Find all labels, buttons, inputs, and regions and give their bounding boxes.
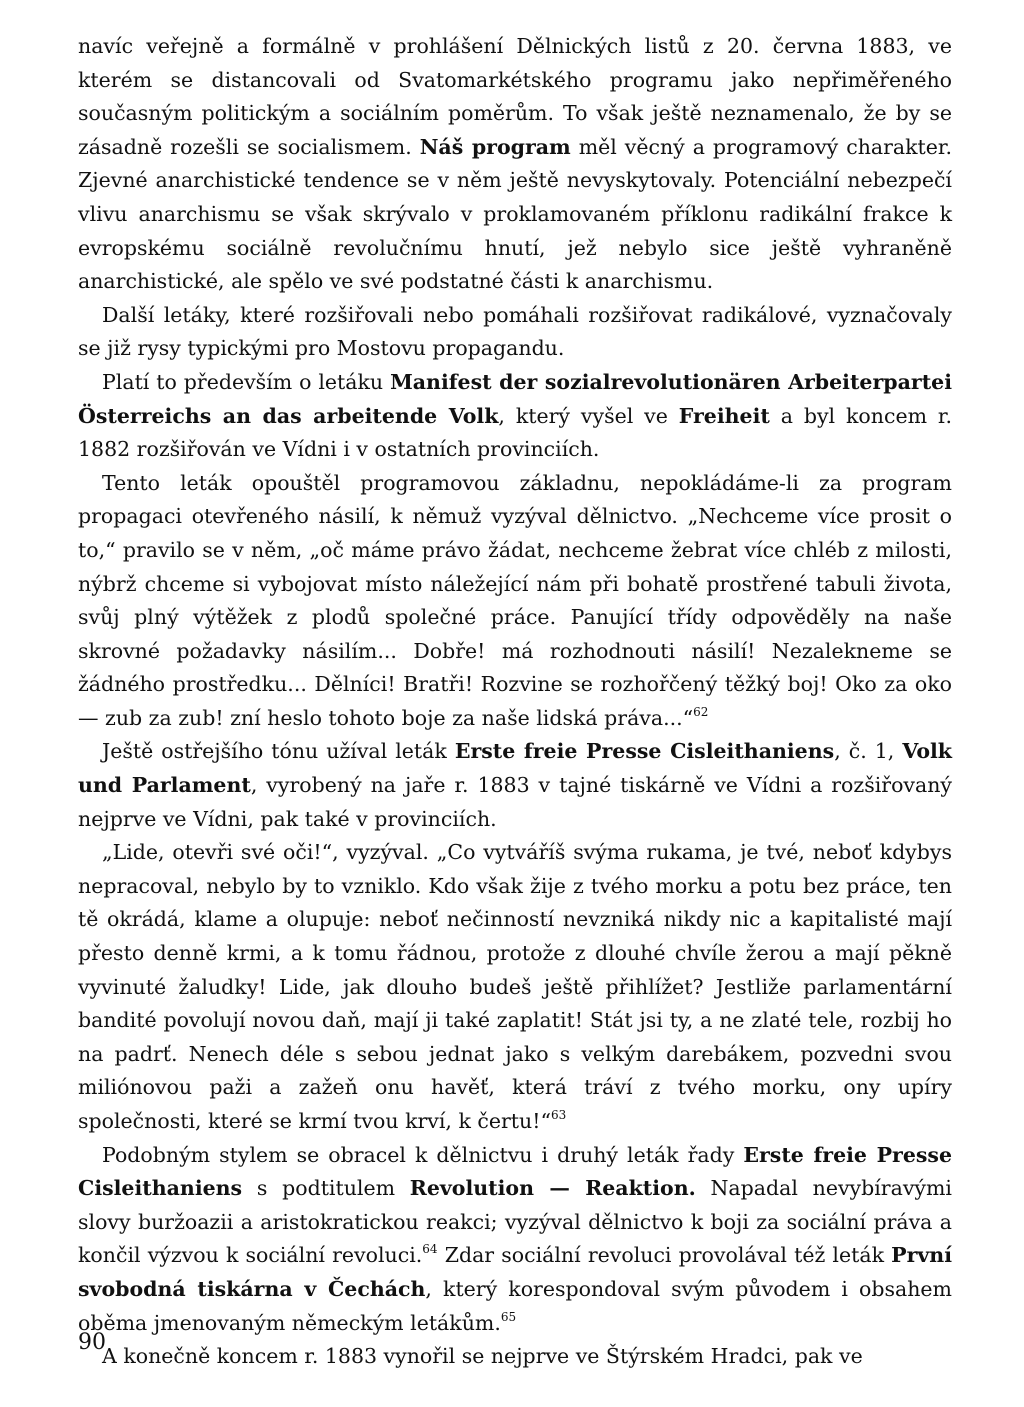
footnote-ref-63: 63	[550, 1108, 567, 1122]
paragraph-5: Ještě ostřejšího tónu užíval leták Erste freie Presse Cisleithaniens, č. 1, Volk und Parlament, vyrobený na jaře r. 1883 v tajné tiskárně ve Vídni a rozšiřovaný nejprve ve Vídni, pak také v provinciích.	[78, 739, 953, 831]
footnote-ref-62: 62	[693, 704, 709, 719]
paragraph-1: navíc veřejně a formálně v prohlášení Dělnických listů z 20. června 1883, ve kterém se distancovali od Svatomarkétského programu jako nepřiměřeného současným politickým a sociálním poměrům. To však ještě neznamenalo, že by se zásadně rozešli se socialismem. Náš program měl věcný a programový charakter. Zjevné anarchistické tendence se v něm ještě nevyskytovaly. Potenciální nebezpečí vlivu anarchismu se však skrývalo v proklamovaném příklonu radikální frakce k evropskému sociálně revolučnímu hnutí, jež nebylo sice ještě vyhraněně anarchistické, ale spělo ve své podstatné části k anarchismu.	[78, 34, 952, 294]
paragraph-3: Platí to především o letáku Manifest der sozialrevolutionären Arbeiterpartei Österreichs an das arbeitende Volk, který vyšel ve Freiheit a byl koncem r. 1882 rozšiřován ve Vídni i v ostatních provinciích.	[78, 369, 952, 462]
footnote-ref-65: 65	[500, 1309, 517, 1324]
paragraph-6: „Lide, otevři své oči!“, vyzýval. „Co vytváříš svýma rukama, je tvé, neboť kdybys nepracoval, nebylo by to vzniklo. Kdo však žije z tvého morku a potu bez práce, ten tě okrádá, klame a olupuje: neboť nečinností nevzniká nikdy nic a kapitalisté mají přesto denně krmi, a k tomu řádnou, protože z dlouhé chvíle žerou a mají pěkně vyvinuté žaludky! Lide, jak dlouho budeš ještě přihlížet? Jestliže parlamentární bandité povolují novou daň, mají ji také zaplatit! Stát jsi ty, a ne zlaté tele, rozbij ho na padrť. Nenech déle s sebou jednat jako s velkým darebákem, pozvedni svou miliónovou paži a zažeň onu havěť, která tráví z tvého morku, ony upíry společnosti, které se krmí tvou krví, k čertu!“$^{63}$	[78, 840, 952, 1133]
paragraph-8: A konečně koncem r. 1883 vynořil se nejprve ve Štýrském Hradci, pak ve	[102, 1344, 863, 1369]
page-number: 90	[78, 1330, 106, 1355]
paragraph-4: Tento leták opouštěl programovou základnu, nepokládáme-li za program propagaci otevřeného násilí, k němuž vyzýval dělnictvo. „Nechceme více prosit o to,“ pravilo se v něm, „oč máme právo žádat, nechceme žebrat více chléb z milosti, nýbrž chceme si vybojovat místo náležející nám při bohatě prostřené tabuli života, svůj plný výtěžek z plodů společné práce. Panující třídy odpověděly na naše skrovné požadavky násilím... Dobře! má rozhodnouti násilí! Nezalekneme se žádného prostředku... Dělníci! Bratři! Rozvine se rozhořčený těžký boj! Oko za oko — zub za zub! zní heslo tohoto boje za naše lidská práva...“$^{62}$	[78, 470, 952, 730]
paragraph-7: Podobným stylem se obracel k dělnictvu i druhý leták řady Erste freie Presse Cisleithaniens s podtitulem Revolution — Reaktion. Napadal nevybíravými slovy buržoazii a aristokratickou reakci; vyzýval dělnictvo k boji za sociální práva a končil výzvou k sociální revoluci.$^{64}$ Zdar sociální revoluci provolával též leták První svobodná tiskárna v Čechách, který korespondoval svým původem i obsahem oběma jmenovaným německým letákům.$^{65}$	[78, 1142, 952, 1335]
paragraph-2: Další letáky, které rozšiřovali nebo pomáhali rozšiřovat radikálové, vyznačovaly se již rysy typickými pro Mostovu propagandu.	[78, 302, 952, 361]
footnote-ref-64: 64	[422, 1242, 438, 1257]
page-body	[78, 30, 952, 1374]
